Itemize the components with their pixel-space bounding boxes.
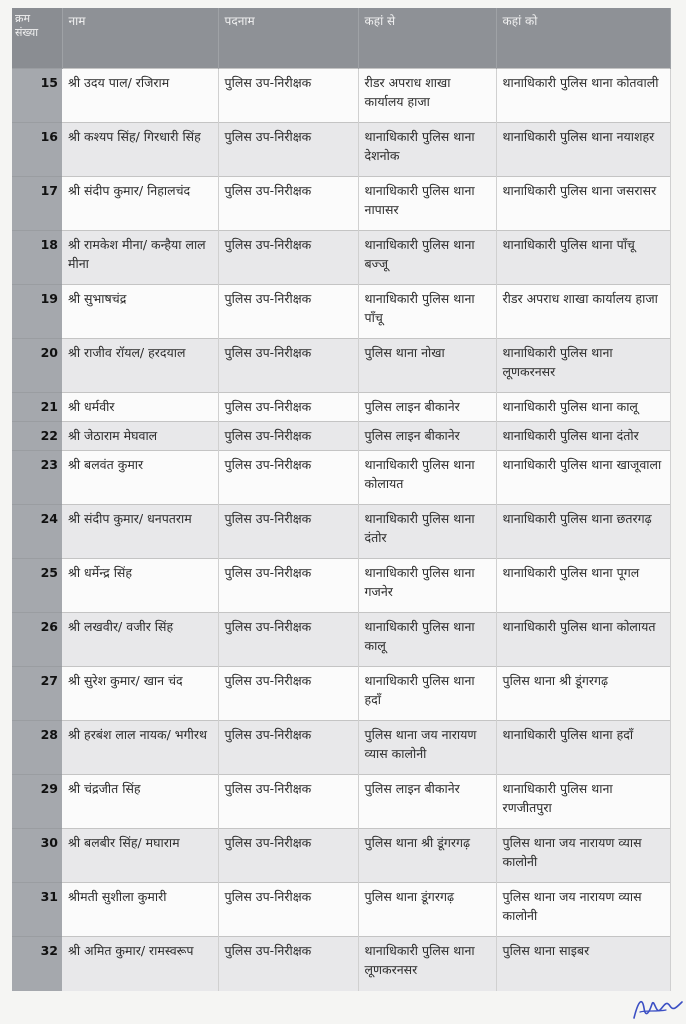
from-cell: पुलिस लाइन बीकानेर	[358, 422, 496, 451]
from-cell: थानाधिकारी पुलिस थाना लूणकरनसर	[358, 937, 496, 991]
name-cell: श्री लखवीर/ वजीर सिंह	[62, 613, 218, 667]
designation-cell: पुलिस उप-निरीक्षक	[218, 559, 358, 613]
serial-header-line2: संख्या	[15, 26, 39, 40]
table-row	[12, 559, 670, 613]
from-cell: थानाधिकारी पुलिस थाना बज्जू	[358, 231, 496, 285]
designation-cell: पुलिस उप-निरीक्षक	[218, 883, 358, 937]
serial-number-cell: 18	[12, 231, 62, 285]
from-cell: थानाधिकारी पुलिस थाना गजनेर	[358, 559, 496, 613]
table-body	[12, 69, 670, 991]
designation-cell: पुलिस उप-निरीक्षक	[218, 775, 358, 829]
name-cell: श्री बलवंत कुमार	[62, 451, 218, 505]
to-cell: थानाधिकारी पुलिस थाना छतरगढ़	[496, 505, 670, 559]
table-row	[12, 829, 670, 883]
designation-cell: पुलिस उप-निरीक्षक	[218, 829, 358, 883]
designation-cell: पुलिस उप-निरीक्षक	[218, 613, 358, 667]
name-cell: श्री चंद्रजीत सिंह	[62, 775, 218, 829]
name-cell: श्री संदीप कुमार/ निहालचंद	[62, 177, 218, 231]
to-cell: थानाधिकारी पुलिस थाना जसरासर	[496, 177, 670, 231]
table-row	[12, 505, 670, 559]
table-row	[12, 667, 670, 721]
designation-cell: पुलिस उप-निरीक्षक	[218, 231, 358, 285]
table-row	[12, 422, 670, 451]
from-cell: थानाधिकारी पुलिस थाना कालू	[358, 613, 496, 667]
from-header: कहां से	[358, 8, 496, 69]
designation-cell: पुलिस उप-निरीक्षक	[218, 937, 358, 991]
from-cell: थानाधिकारी पुलिस थाना दंतोर	[358, 505, 496, 559]
serial-number-cell: 20	[12, 339, 62, 393]
table-row	[12, 69, 670, 123]
designation-cell: पुलिस उप-निरीक्षक	[218, 69, 358, 123]
name-cell: श्री कश्यप सिंह/ गिरधारी सिंह	[62, 123, 218, 177]
serial-number-header	[12, 8, 62, 69]
from-cell: पुलिस लाइन बीकानेर	[358, 775, 496, 829]
to-cell: थानाधिकारी पुलिस थाना कोतवाली	[496, 69, 670, 123]
name-cell: श्री सुभाषचंद्र	[62, 285, 218, 339]
from-cell: थानाधिकारी पुलिस थाना कोलायत	[358, 451, 496, 505]
to-cell: थानाधिकारी पुलिस थाना कोलायत	[496, 613, 670, 667]
to-cell: थानाधिकारी पुलिस थाना लूणकरनसर	[496, 339, 670, 393]
from-cell: पुलिस लाइन बीकानेर	[358, 393, 496, 422]
table-row	[12, 883, 670, 937]
from-cell: थानाधिकारी पुलिस थाना नापासर	[358, 177, 496, 231]
name-header: नाम	[62, 8, 218, 69]
signature-icon	[630, 988, 686, 1024]
table-row	[12, 177, 670, 231]
designation-cell: पुलिस उप-निरीक्षक	[218, 339, 358, 393]
designation-cell: पुलिस उप-निरीक्षक	[218, 177, 358, 231]
serial-header-line1: क्रम	[15, 12, 31, 25]
name-cell: श्री सुरेश कुमार/ खान चंद	[62, 667, 218, 721]
designation-cell: पुलिस उप-निरीक्षक	[218, 123, 358, 177]
name-cell: श्री हरबंश लाल नायक/ भगीरथ	[62, 721, 218, 775]
designation-cell: पुलिस उप-निरीक्षक	[218, 422, 358, 451]
name-cell: श्री जेठाराम मेघवाल	[62, 422, 218, 451]
from-cell: पुलिस थाना श्री डूंगरगढ़	[358, 829, 496, 883]
designation-cell: पुलिस उप-निरीक्षक	[218, 285, 358, 339]
to-cell: थानाधिकारी पुलिस थाना रणजीतपुरा	[496, 775, 670, 829]
table-row	[12, 285, 670, 339]
name-cell: श्री संदीप कुमार/ धनपतराम	[62, 505, 218, 559]
table-row	[12, 775, 670, 829]
name-cell: श्री धर्मवीर	[62, 393, 218, 422]
transfer-order-table	[12, 8, 671, 991]
serial-number-cell: 27	[12, 667, 62, 721]
table-row	[12, 231, 670, 285]
from-cell: थानाधिकारी पुलिस थाना हदाँ	[358, 667, 496, 721]
to-cell: थानाधिकारी पुलिस थाना कालू	[496, 393, 670, 422]
to-cell: थानाधिकारी पुलिस थाना पूगल	[496, 559, 670, 613]
serial-number-cell: 21	[12, 393, 62, 422]
serial-number-cell: 16	[12, 123, 62, 177]
from-cell: पुलिस थाना जय नारायण व्यास कालोनी	[358, 721, 496, 775]
to-cell: थानाधिकारी पुलिस थाना नयाशहर	[496, 123, 670, 177]
to-cell: पुलिस थाना जय नारायण व्यास कालोनी	[496, 829, 670, 883]
serial-number-cell: 23	[12, 451, 62, 505]
from-cell: थानाधिकारी पुलिस थाना पाँचू	[358, 285, 496, 339]
serial-number-cell: 22	[12, 422, 62, 451]
serial-number-cell: 24	[12, 505, 62, 559]
table-row	[12, 123, 670, 177]
to-cell: थानाधिकारी पुलिस थाना पाँचू	[496, 231, 670, 285]
serial-number-cell: 19	[12, 285, 62, 339]
from-cell: पुलिस थाना डूंगरगढ़	[358, 883, 496, 937]
table-header-row	[12, 8, 670, 69]
from-cell: पुलिस थाना नोखा	[358, 339, 496, 393]
to-cell: रीडर अपराध शाखा कार्यालय हाजा	[496, 285, 670, 339]
to-cell: थानाधिकारी पुलिस थाना दंतोर	[496, 422, 670, 451]
table-row	[12, 721, 670, 775]
name-cell: श्री उदय पाल/ रजिराम	[62, 69, 218, 123]
table-row	[12, 937, 670, 991]
serial-number-cell: 30	[12, 829, 62, 883]
table-row	[12, 393, 670, 422]
name-cell: श्री राजीव रॉयल/ हरदयाल	[62, 339, 218, 393]
name-cell: श्री धर्मेन्द्र सिंह	[62, 559, 218, 613]
serial-number-cell: 29	[12, 775, 62, 829]
table-row	[12, 451, 670, 505]
serial-number-cell: 15	[12, 69, 62, 123]
designation-cell: पुलिस उप-निरीक्षक	[218, 667, 358, 721]
from-cell: रीडर अपराध शाखा कार्यालय हाजा	[358, 69, 496, 123]
designation-header: पदनाम	[218, 8, 358, 69]
name-cell: श्री अमित कुमार/ रामस्वरूप	[62, 937, 218, 991]
to-cell: पुलिस थाना साइबर	[496, 937, 670, 991]
designation-cell: पुलिस उप-निरीक्षक	[218, 393, 358, 422]
serial-number-cell: 31	[12, 883, 62, 937]
designation-cell: पुलिस उप-निरीक्षक	[218, 451, 358, 505]
serial-number-cell: 28	[12, 721, 62, 775]
table-row	[12, 613, 670, 667]
name-cell: श्री रामकेश मीना/ कन्हैया लाल मीना	[62, 231, 218, 285]
table-row	[12, 339, 670, 393]
to-cell: थानाधिकारी पुलिस थाना खाजूवाला	[496, 451, 670, 505]
to-cell: पुलिस थाना जय नारायण व्यास कालोनी	[496, 883, 670, 937]
name-cell: श्री बलबीर सिंह/ मघाराम	[62, 829, 218, 883]
serial-number-cell: 32	[12, 937, 62, 991]
designation-cell: पुलिस उप-निरीक्षक	[218, 721, 358, 775]
serial-number-cell: 25	[12, 559, 62, 613]
serial-number-cell: 26	[12, 613, 62, 667]
name-cell: श्रीमती सुशीला कुमारी	[62, 883, 218, 937]
designation-cell: पुलिस उप-निरीक्षक	[218, 505, 358, 559]
to-cell: थानाधिकारी पुलिस थाना हदाँ	[496, 721, 670, 775]
serial-number-cell: 17	[12, 177, 62, 231]
to-header: कहां को	[496, 8, 670, 69]
to-cell: पुलिस थाना श्री डूंगरगढ़	[496, 667, 670, 721]
from-cell: थानाधिकारी पुलिस थाना देशनोक	[358, 123, 496, 177]
